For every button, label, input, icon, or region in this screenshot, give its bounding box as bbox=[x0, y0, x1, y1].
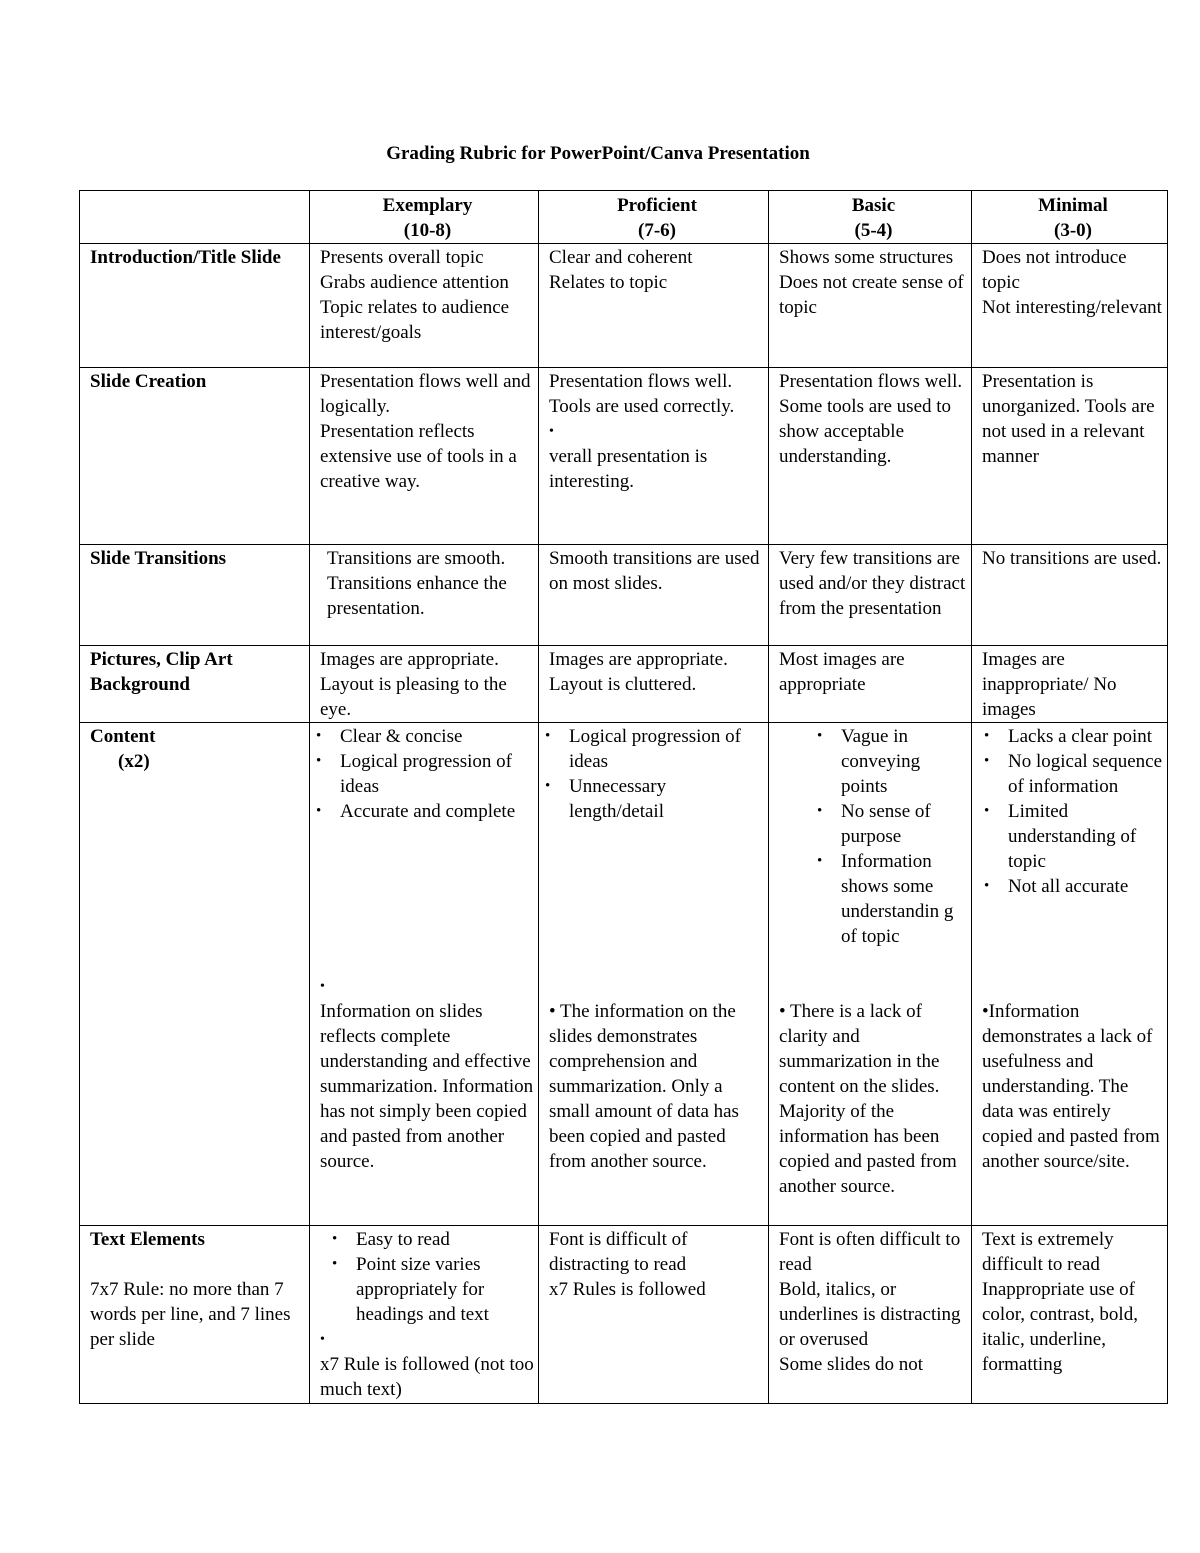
row-pictures bbox=[80, 646, 1168, 723]
cell-transitions-proficient: Smooth transitions are used on most slides. bbox=[539, 545, 769, 646]
row-slide-transitions bbox=[80, 545, 1168, 646]
cell-content-basic: • Vague in conveying points • No sense of purpose • Information shows some understandin g of topic • There is a lack of clarity and summarization in the content on the slides. Majority of the information has been copied and pasted from another source. bbox=[769, 723, 972, 1226]
cell-creation-exemplary: Presentation flows well and logically. Presentation reflects extensive use of tools in a creative way. bbox=[310, 368, 539, 545]
cell-creation-proficient: Presentation flows well. Tools are used correctly. • verall presentation is interesting. bbox=[539, 368, 769, 545]
header-proficient: Proficient (7-6) bbox=[539, 191, 769, 244]
criterion-introduction: Introduction/Title Slide bbox=[80, 244, 310, 368]
cell-transitions-exemplary: Transitions are smooth. Transitions enhance the presentation. bbox=[310, 545, 539, 646]
bullet-list: • Vague in conveying points • No sense of purpose • Information shows some understandin g of topic bbox=[771, 724, 968, 999]
bullet-list: • Lacks a clear point • No logical sequence of information • Limited understanding of topic • Not all accurate bbox=[974, 724, 1164, 999]
cell-pictures-minimal: Images are inappropriate/ No images bbox=[972, 646, 1168, 723]
header-corner bbox=[80, 191, 310, 244]
bullet-glyph: • bbox=[320, 1332, 325, 1347]
row-text-elements bbox=[80, 1226, 1168, 1404]
header-basic: Basic (5-4) bbox=[769, 191, 972, 244]
bullet-list: • Logical progression of ideas • Unnecessary length/detail bbox=[541, 724, 765, 999]
bullet-glyph: • bbox=[320, 979, 325, 994]
header-exemplary: Exemplary (10-8) bbox=[310, 191, 539, 244]
criterion-content: Content (x2) bbox=[80, 723, 310, 1226]
criterion-slide-creation: Slide Creation bbox=[80, 368, 310, 545]
bullet-list: • Clear & concise • Logical progression of ideas • Accurate and complete bbox=[312, 724, 535, 974]
cell-transitions-basic: Very few transitions are used and/or they distract from the presentation bbox=[769, 545, 972, 646]
cell-content-minimal: • Lacks a clear point • No logical sequence of information • Limited understanding of topic • Not all accurate •Information demonstrates a lack of usefulness and understanding. The data was entirely copied and pasted from another source/site. bbox=[972, 723, 1168, 1226]
bullet-glyph: • bbox=[549, 424, 554, 439]
cell-creation-minimal: Presentation is unorganized. Tools are not used in a relevant manner bbox=[972, 368, 1168, 545]
cell-text-proficient: Font is difficult of distracting to read x7 Rules is followed bbox=[539, 1226, 769, 1404]
bullet-list: • Easy to read • Point size varies appropriately for headings and text bbox=[312, 1227, 535, 1327]
cell-intro-exemplary: Presents overall topic Grabs audience attention Topic relates to audience interest/goals bbox=[310, 244, 539, 368]
cell-pictures-proficient: Images are appropriate. Layout is cluttered. bbox=[539, 646, 769, 723]
cell-intro-minimal: Does not introduce topic Not interesting/relevant bbox=[972, 244, 1168, 368]
criterion-pictures: Pictures, Clip Art Background bbox=[80, 646, 310, 723]
cell-creation-basic: Presentation flows well. Some tools are used to show acceptable understanding. bbox=[769, 368, 972, 545]
cell-content-proficient: • Logical progression of ideas • Unnecessary length/detail • The information on the slides demonstrates comprehension and summarization. Only a small amount of data has been copied and pasted from another source. bbox=[539, 723, 769, 1226]
criterion-slide-transitions: Slide Transitions bbox=[80, 545, 310, 646]
header-row bbox=[80, 191, 1168, 244]
cell-intro-basic: Shows some structures Does not create sense of topic bbox=[769, 244, 972, 368]
cell-pictures-exemplary: Images are appropriate. Layout is pleasing to the eye. bbox=[310, 646, 539, 723]
cell-text-exemplary: • Easy to read • Point size varies appropriately for headings and text • x7 Rule is followed (not too much text) bbox=[310, 1226, 539, 1404]
cell-text-basic: Font is often difficult to read Bold, italics, or underlines is distracting or overused Some slides do not bbox=[769, 1226, 972, 1404]
page-title: Grading Rubric for PowerPoint/Canva Presentation bbox=[386, 143, 810, 164]
cell-intro-proficient: Clear and coherent Relates to topic bbox=[539, 244, 769, 368]
row-slide-creation bbox=[80, 368, 1168, 545]
row-introduction bbox=[80, 244, 1168, 368]
criterion-text-elements: Text Elements 7x7 Rule: no more than 7 words per line, and 7 lines per slide bbox=[80, 1226, 310, 1404]
row-content bbox=[80, 723, 1168, 1226]
cell-pictures-basic: Most images are appropriate bbox=[769, 646, 972, 723]
cell-content-exemplary: • Clear & concise • Logical progression of ideas • Accurate and complete • Information on slides reflects complete understanding and effective summarization. Information has not simply been copied and pasted from another source. bbox=[310, 723, 539, 1226]
cell-transitions-minimal: No transitions are used. bbox=[972, 545, 1168, 646]
rubric-table bbox=[79, 190, 1168, 1404]
cell-text-minimal: Text is extremely difficult to read Inappropriate use of color, contrast, bold, italic, underline, formatting bbox=[972, 1226, 1168, 1404]
header-minimal: Minimal (3-0) bbox=[972, 191, 1168, 244]
